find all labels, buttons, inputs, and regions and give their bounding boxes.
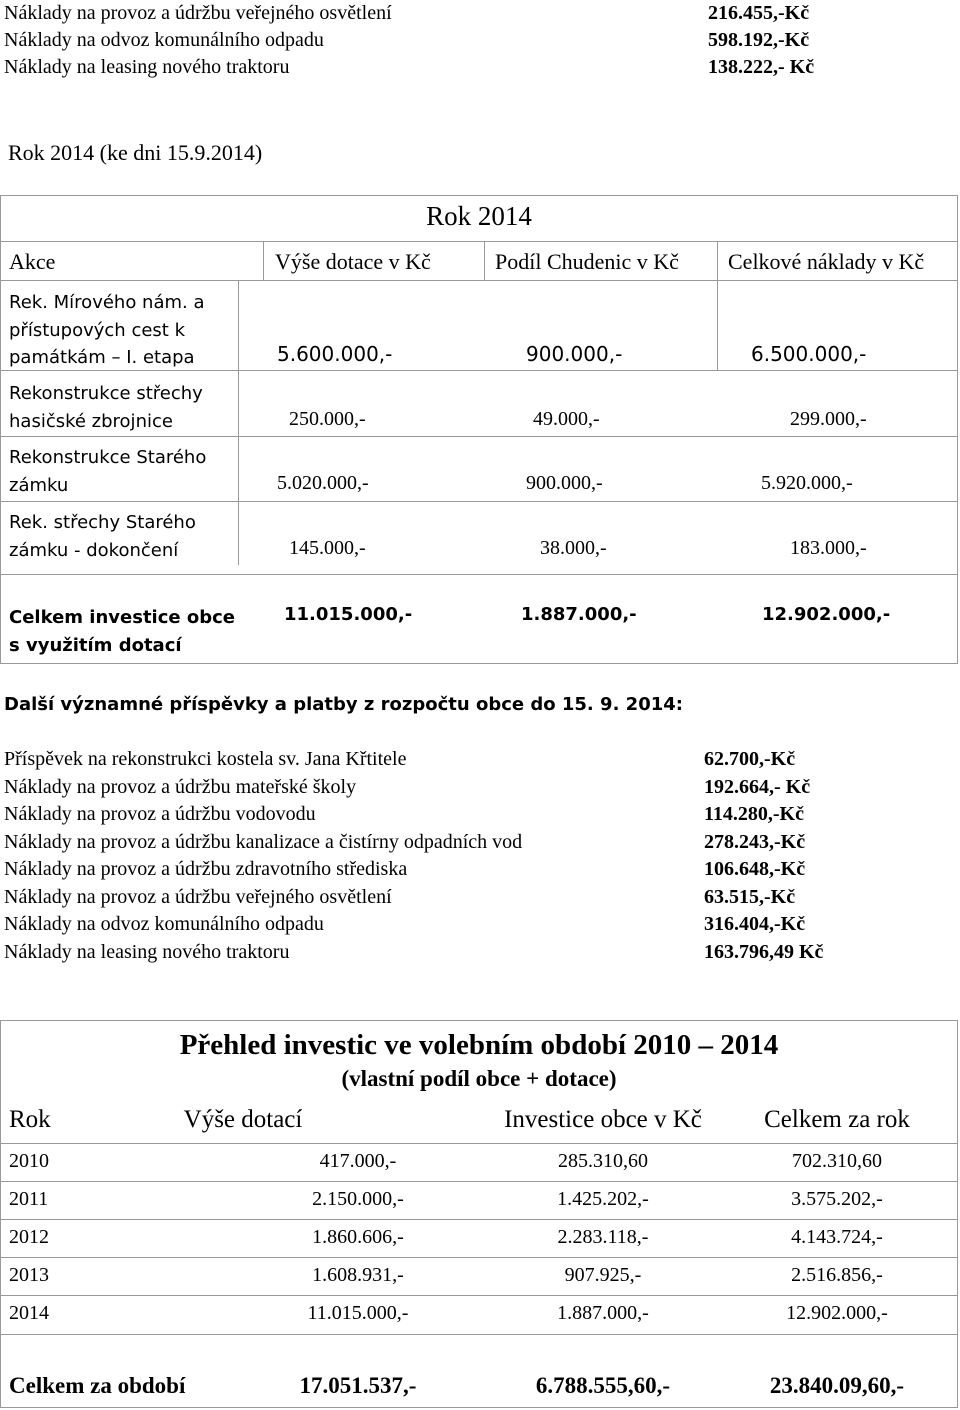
total-dotace: 11.015.000,-: [284, 604, 413, 625]
col-header-akce: Akce: [9, 249, 56, 274]
cost-row: [4, 0, 904, 27]
overview-dotace: 11.015.000,-: [307, 1302, 409, 1324]
overview-subtitle: (vlastní podíl obce + dotace): [341, 1066, 617, 1091]
col-header-celkem: Celkové náklady v Kč: [728, 249, 925, 274]
row-celkem: 6.500.000,-: [751, 342, 867, 366]
row-action-line: zámku - dokončení: [9, 539, 179, 561]
item-value: 316.404,-Kč: [704, 913, 806, 935]
overview-dotace: 2.150.000,-: [312, 1188, 404, 1210]
overview-celkem: 702.310,60: [792, 1150, 882, 1172]
row-action: [9, 444, 206, 499]
total-label-line: s využitím dotací: [9, 634, 182, 656]
total-podil: 1.887.000,-: [521, 604, 637, 625]
row-dotace: 250.000,-: [289, 408, 366, 430]
list-item: [4, 856, 904, 884]
item-value: 192.664,- Kč: [704, 775, 811, 798]
overview-year: 2014: [9, 1302, 49, 1324]
list-item: [4, 801, 904, 829]
overview-investice: 2.283.118,-: [557, 1226, 649, 1248]
cost-value: 138.222,- Kč: [708, 56, 815, 78]
row-podil: 49.000,-: [533, 408, 600, 430]
total-celkem: 12.902.000,-: [762, 604, 891, 625]
cost-label: Náklady na leasing nového traktoru: [4, 56, 290, 78]
overview-total-celkem: 23.840.09,60,-: [769, 1373, 905, 1398]
list-item: [4, 746, 904, 774]
cost-label: Náklady na provoz a údržbu veřejného osvětlení: [4, 2, 392, 24]
overview-celkem: 4.143.724,-: [791, 1226, 883, 1248]
row-action: [9, 509, 196, 564]
list-item: [4, 829, 904, 857]
contributions-list: [4, 746, 904, 966]
row-dotace: 145.000,-: [289, 537, 366, 559]
top-cost-list: [4, 0, 904, 81]
overview-investice: 907.925,-: [564, 1264, 642, 1286]
overview-celkem: 12.902.000,-: [786, 1302, 888, 1324]
overview-total-investice: 6.788.555,60,-: [535, 1373, 671, 1398]
item-value: 63.515,-Kč: [704, 885, 796, 908]
row-action-line: Rekonstrukce Starého: [9, 447, 207, 468]
row-action-line: památkám – I. etapa: [9, 347, 195, 368]
overview-header-investice: Investice obce v Kč: [504, 1106, 702, 1133]
col-header-podil: Podíl Chudenic v Kč: [495, 249, 679, 274]
item-value: 163.796,49 Kč: [704, 940, 824, 963]
row-action-line: Rek. Mírového nám. a: [9, 292, 205, 313]
overview-header-celkem: Celkem za rok: [764, 1106, 910, 1133]
row-action-line: hasičské zbrojnice: [9, 410, 173, 432]
item-label: Náklady na leasing nového traktoru: [4, 940, 290, 963]
item-label: Náklady na odvoz komunálního odpadu: [4, 913, 324, 935]
cost-label: Náklady na odvoz komunálního odpadu: [4, 29, 324, 51]
cost-row: [4, 27, 904, 54]
overview-dotace: 417.000,-: [319, 1150, 397, 1172]
list-item: [4, 774, 904, 802]
row-action-line: zámku: [9, 474, 69, 496]
overview-celkem: 2.516.856,-: [791, 1264, 883, 1286]
item-label: Příspěvek na rekonstrukci kostela sv. Jana Křtitele: [4, 748, 407, 770]
total-label: [9, 604, 235, 659]
row-celkem: 5.920.000,-: [761, 472, 853, 494]
overview-investice: 1.887.000,-: [557, 1302, 649, 1324]
overview-investice: 1.425.202,-: [557, 1188, 649, 1210]
overview-year: 2012: [9, 1226, 49, 1248]
overview-investice: 285.310,60: [558, 1150, 648, 1172]
item-label: Náklady na provoz a údržbu veřejného osvětlení: [4, 885, 392, 908]
total-label-line: Celkem investice obce: [9, 607, 235, 628]
table-title: Rok 2014: [426, 201, 532, 231]
overview-title: Přehled investic ve volebním období 2010 – 2014: [179, 1029, 779, 1061]
item-value: 106.648,-Kč: [704, 858, 806, 880]
col-header-dotace: Výše dotace v Kč: [275, 249, 431, 274]
overview-year: 2011: [9, 1188, 49, 1210]
overview-table: [0, 1020, 958, 1408]
row-celkem: 183.000,-: [790, 537, 867, 559]
list-item: [4, 884, 904, 912]
overview-year: 2013: [9, 1264, 49, 1286]
item-label: Náklady na provoz a údržbu kanalizace a čistírny odpadních vod: [4, 830, 523, 853]
row-action-line: Rek. střechy Starého: [9, 512, 196, 533]
item-value: 278.243,-Kč: [704, 830, 806, 853]
overview-total-label: Celkem za období: [9, 1373, 186, 1398]
row-podil: 900.000,-: [526, 342, 623, 366]
item-label: Náklady na provoz a údržbu vodovodu: [4, 803, 316, 825]
row-celkem: 299.000,-: [790, 408, 867, 430]
item-label: Náklady na provoz a údržbu mateřské školy: [4, 775, 357, 798]
row-action: [9, 380, 203, 435]
item-value: 62.700,-Kč: [704, 748, 796, 770]
cost-value: 598.192,-Kč: [708, 29, 810, 51]
row-action-line: Rekonstrukce střechy: [9, 383, 203, 404]
row-podil: 900.000,-: [526, 472, 603, 494]
overview-total-dotace: 17.051.537,-: [299, 1373, 417, 1398]
list-item: [4, 939, 904, 967]
item-label: Náklady na provoz a údržbu zdravotního střediska: [4, 858, 408, 880]
cost-value: 216.455,-Kč: [708, 2, 810, 24]
row-dotace: 5.020.000,-: [277, 472, 369, 494]
overview-dotace: 1.608.931,-: [312, 1264, 404, 1286]
overview-celkem: 3.575.202,-: [791, 1188, 883, 1210]
row-dotace: 5.600.000,-: [277, 342, 393, 366]
cost-row: [4, 54, 904, 81]
overview-year: 2010: [9, 1150, 49, 1172]
item-value: 114.280,-Kč: [704, 803, 804, 825]
list-item: [4, 911, 904, 939]
row-action: [9, 289, 205, 372]
row-action-line: přístupových cest k: [9, 319, 185, 341]
contributions-heading: Další významné příspěvky a platby z rozpočtu obce do 15. 9. 2014:: [4, 694, 683, 715]
overview-header-dotace: Výše dotací: [183, 1106, 303, 1133]
row-podil: 38.000,-: [540, 537, 607, 559]
overview-dotace: 1.860.606,-: [312, 1226, 404, 1248]
section-heading: Rok 2014 (ke dni 15.9.2014): [8, 140, 263, 165]
table-2014: [0, 195, 958, 664]
overview-header-rok: Rok: [9, 1106, 51, 1133]
